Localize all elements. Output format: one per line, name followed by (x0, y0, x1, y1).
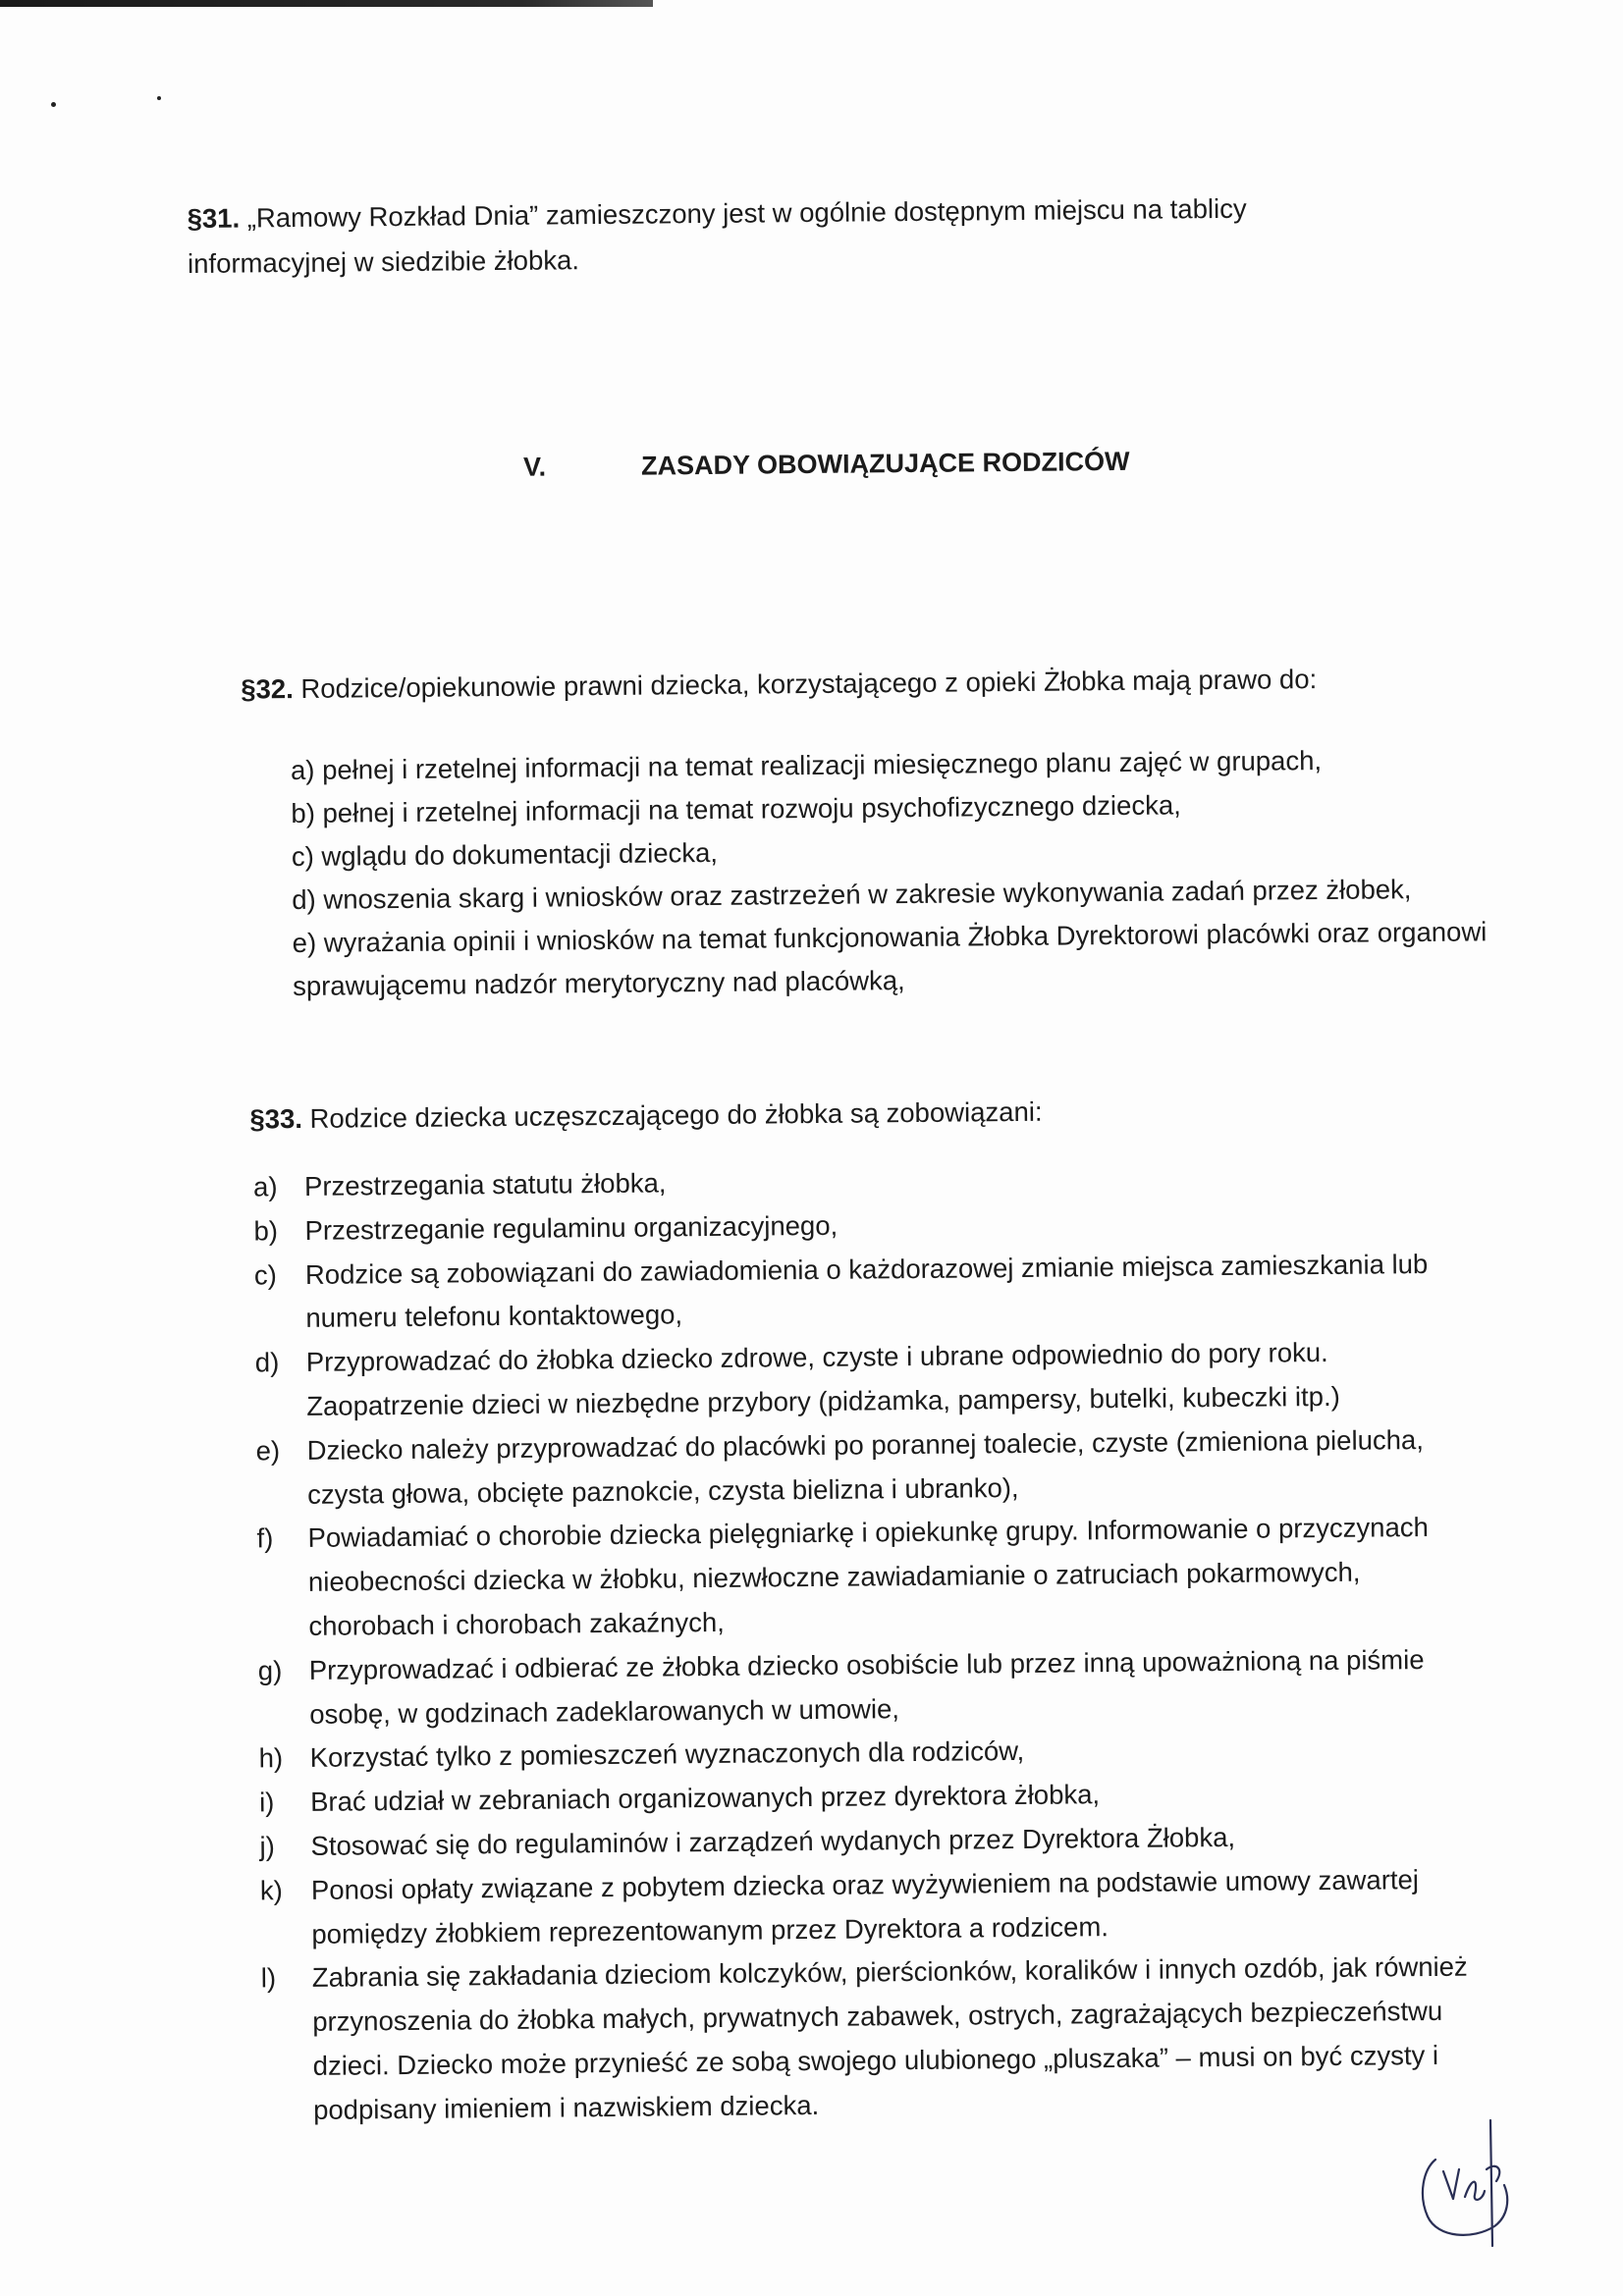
list-item (258, 1637, 1477, 1736)
section-number: V. (522, 452, 547, 482)
paragraph-33 (249, 1085, 1477, 1142)
handwritten-signature (1414, 2101, 1522, 2248)
list-item-text: Przestrzegania statutu żłobka, (303, 1167, 667, 1201)
paragraph-text: Rodzice/opiekunowie prawni dziecka, korzystającego z opieki Żłobka mają prawo do: (293, 664, 1318, 705)
list-item-text: Przestrzeganie regulaminu organizacyjnego, (304, 1209, 839, 1246)
paragraph-number: §33. (249, 1102, 303, 1135)
paragraph-number: §31. (187, 202, 241, 235)
list-item-text: Dziecko należy przyprowadzać do placówki po porannej toalecie, czyste (zmieniona pielucha, czysta głowa, obcięte paznokcie, czysta bielizna i ubranko), (306, 1423, 1425, 1510)
paragraph-32 (241, 656, 1468, 713)
list-item: d) wnoszenia skarg i wniosków oraz zastrzeżeń w zakresie wykonywania zadań przez żłobek, (292, 874, 1412, 916)
list-marker: j) (259, 1831, 275, 1862)
list-marker: g) (257, 1654, 283, 1686)
list-marker: f) (256, 1522, 274, 1554)
list-item: a) pełnej i rzetelnej informacji na temat realizacji miesięcznego planu zajęć w grupach, (290, 744, 1323, 786)
list-item (261, 1946, 1481, 2133)
list-item-text: Rodzice są zobowiązani do zawiadomienia o każdorazowej zmianie miejsca zamieszkania lub numeru telefonu kontaktowego, (304, 1248, 1429, 1334)
list-marker: d) (254, 1347, 280, 1378)
list-marker: h) (258, 1742, 284, 1774)
paragraph-text: „Ramowy Rozkład Dnia” zamieszczony jest w ogólnie dostępnym miejscu na tablicy informacyjnej w siedzibie żłobka. (187, 192, 1247, 280)
list-item-text: Przyprowadzać i odbierać ze żłobka dziecko osobiście lub przez inną upoważnioną na piśmie osobę, w godzinach zadeklarowanych w umowie, (308, 1643, 1425, 1730)
list-item-text: Brać udział w zebraniach organizowanych przez dyrektora żłobka, (309, 1779, 1101, 1818)
paragraph-31 (187, 185, 1385, 287)
list-marker: k) (259, 1874, 284, 1906)
list-item-text: Korzystać tylko z pomieszczeń wyznaczonych dla rodziców, (309, 1735, 1025, 1774)
section-title: ZASADY OBOWIĄZUJĄCE RODZICÓW (640, 446, 1130, 481)
list-marker: i) (258, 1787, 275, 1818)
list-item (255, 1330, 1474, 1429)
list-item-text: Powiadamiać o chorobie dziecka pielęgniarkę i opiekunkę grupy. Informowanie o przyczynach nieobecności dziecka w żłobku, niezwłoczne zawiadamianie o zatruciach pokarmowych, chorobach i chorobach zakaźnych, (307, 1512, 1429, 1641)
list-item-text: Zabrania się zakładania dzieciom kolczyków, pierścionków, koralików i innych ozdób, jak również przynoszenia do żłobka małych, prywatnych zabawek, ostrych, zagrażających bezpieczeństwu dzieci. Dziecko może przynieść ze sobą swojego ulubionego „pluszaka” – musi on być czysty i podpisany imieniem i nazwiskiem dziecka. (311, 1950, 1468, 2125)
obligations-list (253, 1154, 1480, 2133)
list-marker: b) (253, 1215, 279, 1247)
list-item-text: Przyprowadzać do żłobka dziecko zdrowe, czyste i ubrane odpowiednio do pory roku. Zaopatrzenie dzieci w niezbędne przybory (pidżamka, pampersy, butelki, kubeczki itp.) (305, 1337, 1340, 1421)
paragraph-text: Rodzice dziecka uczęszczającego do żłobka są zobowiązani: (301, 1095, 1043, 1134)
list-item: e) wyrażania opinii i wniosków na temat funkcjonowania Żłobka Dyrektorowi placówki oraz organowi sprawującemu nadzór merytoryczny nad placówką, (292, 916, 1488, 1002)
list-marker: a) (252, 1171, 278, 1202)
list-marker: l) (260, 1962, 277, 1994)
list-item (254, 1242, 1473, 1341)
section-heading (523, 439, 1130, 490)
rights-list (291, 737, 1490, 1008)
list-item (260, 1857, 1479, 1956)
list-marker: e) (255, 1434, 281, 1467)
list-item-text: Stosować się do regulaminów i zarządzeń wydanych przez Dyrektora Żłobka, (310, 1821, 1236, 1861)
list-item (255, 1417, 1474, 1517)
list-marker: c) (253, 1258, 278, 1291)
list-item (256, 1506, 1475, 1649)
paragraph-number: §32. (241, 673, 294, 705)
list-item-text: Ponosi opłaty związane z pobytem dziecka oraz wyżywieniem na podstawie umowy zawartej pomiędzy żłobkiem reprezentowanym przez Dyrektora a rodzicem. (310, 1863, 1420, 1949)
list-item: b) pełnej i rzetelnej informacji na temat rozwoju psychofizycznego dziecka, (291, 789, 1181, 829)
list-item: c) wglądu do dokumentacji dziecka, (291, 836, 719, 873)
